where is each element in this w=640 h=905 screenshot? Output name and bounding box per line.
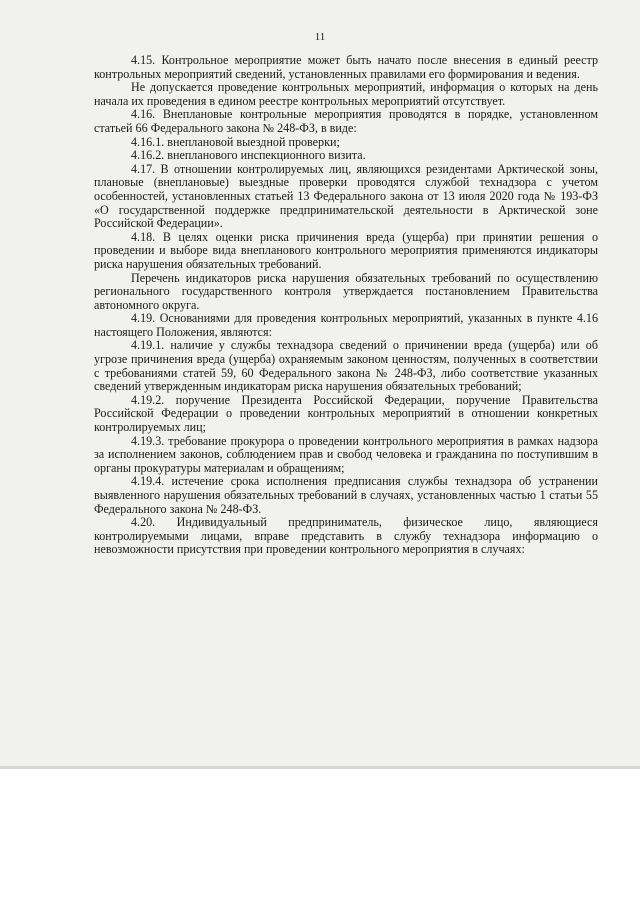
paragraph-4-16-1: 4.16.1. внеплановой выездной проверки; [131,134,340,149]
paragraph-4-18: 4.18. В целях оценки риска причинения вреда (ущерба) при принятии решения о проведении и выборе вида внепланового контрольного мероприятия применяются индикаторы риска нарушения обязательных требований. [94,229,598,271]
paragraph-4-16-2: 4.16.2. внепланового инспекционного визита. [131,148,366,163]
paragraph-4-19-4: 4.19.4. истечение срока исполнения предписания службы технадзора об устранении выявленного нарушения обязательных требований в случаях, установленных частью 1 статьи 55 Федерального закона № 248-ФЗ. [94,474,598,516]
document-body [94,54,598,557]
paragraph-4-15-note: Не допускается проведение контрольных мероприятий, информация о которых на день начала их проведения в едином реестре контрольных мероприятий отсутствует. [94,80,598,108]
paragraph-4-19-2: 4.19.2. поручение Президента Российской Федерации, поручение Правительства Российской Федерации о проведении контрольных мероприятий в отношении конкретных контролируемых лиц; [94,392,598,435]
paragraph-4-19: 4.19. Основаниями для проведения контрольных мероприятий, указанных в пункте 4.16 настоящего Положения, являются: [94,311,598,339]
paragraph-4-20: 4.20. Индивидуальный предприниматель, физическое лицо, являющиеся контролируемыми лицами, вправе представить в службу технадзора информацию о невозможности присутствия при проведении контрольного мероприятия в случаях: [94,515,598,557]
scan-edge [0,766,640,769]
paragraph-4-19-3: 4.19.3. требование прокурора о проведении контрольного мероприятия в рамках надзора за исполнением законов, соблюдением прав и свобод человека и гражданина по поступившим в органы прокуратуры материалам и обращениям; [94,433,598,475]
paragraph-4-18-list: Перечень индикаторов риска нарушения обязательных требований по осуществлению регионального государственного контроля утверждается постановлением Правительства автономного округа. [94,270,598,312]
paragraph-4-16: 4.16. Внеплановые контрольные мероприятия проводятся в порядке, установленном статьей 66 Федерального закона № 248-ФЗ, в виде: [94,107,598,135]
paragraph-4-19-1: 4.19.1. наличие у службы технадзора сведений о причинении вреда (ущерба) или об угрозе причинения вреда (ущерба) охраняемым законом ценностям, полученных в соответствии с требованиями статей 59, 60 Федерального закона № 248-ФЗ, либо соответствие указанных сведений утвержденным индикаторам риска нарушения обязательных требований; [94,338,598,394]
paragraph-4-17: 4.17. В отношении контролируемых лиц, являющихся резидентами Арктической зоны, плановые (внеплановые) выездные проверки проводятся службой технадзора с учетом особенностей, установленных статьей 13 Федерального закона от 13 июля 2020 года № 193-ФЗ «О государственной поддержке предпринимательской деятельности в Арктической зоне Российской Федерации». [94,161,598,231]
paragraph-4-15: 4.15. Контрольное мероприятие может быть начато после внесения в единый реестр контрольных мероприятий сведений, установленных правилами его формирования и ведения. [94,53,598,81]
page-number: 11 [314,31,326,43]
